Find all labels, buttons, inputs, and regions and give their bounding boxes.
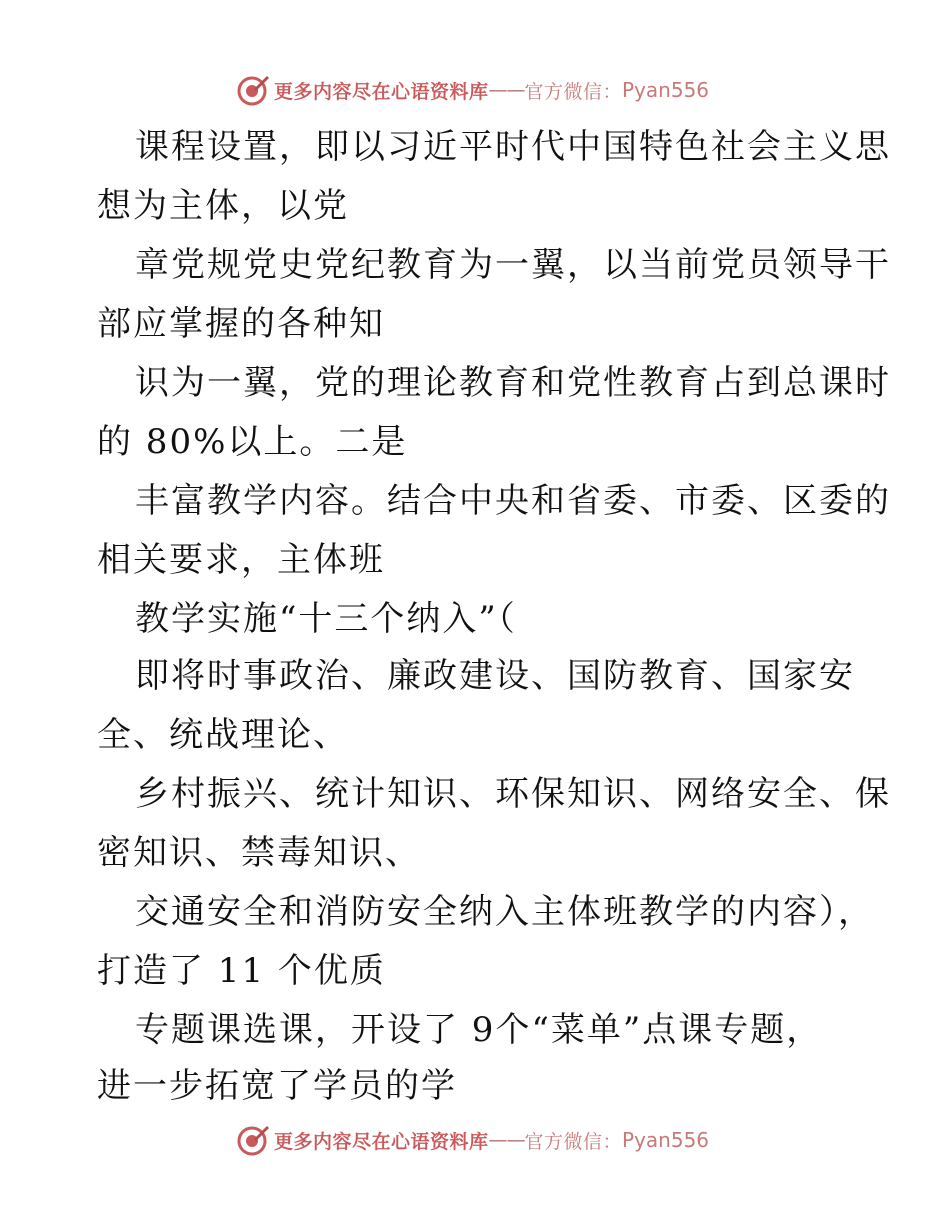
body-line: 相关要求，主体班 <box>97 540 385 580</box>
watermark-separator: —— <box>488 1129 525 1151</box>
body-line: 的 80%以上。二是 <box>97 422 408 462</box>
watermark-contact-text: 官方微信： <box>524 80 623 103</box>
watermark-footer <box>236 1122 709 1158</box>
body-line: 课程设置，即以习近平时代中国特色社会主义思 <box>135 127 891 167</box>
body-line: 教学实施“十三个纳入”（ <box>135 599 517 639</box>
watermark-site-text: 更多内容尽在心语资料库 <box>274 80 489 103</box>
body-line: 识为一翼，党的理论教育和党性教育占到总课时 <box>135 363 891 403</box>
body-line: 全、统战理论、 <box>97 715 349 755</box>
body-line: 专题课选课，开设了 9个“菜单”点课专题， <box>135 1010 823 1050</box>
body-line: 密知识、禁毒知识、 <box>97 833 421 873</box>
body-line: 进一步拓宽了学员的学 <box>97 1066 457 1106</box>
body-line: 即将时事政治、廉政建设、国防教育、国家安 <box>135 656 855 696</box>
body-line: 想为主体，以党 <box>97 186 349 226</box>
body-line: 乡村振兴、统计知识、环保知识、网络安全、保 <box>135 774 891 814</box>
body-line: 丰富教学内容。结合中央和省委、市委、区委的 <box>135 481 891 521</box>
watermark-separator: —— <box>488 79 525 101</box>
red-circle-pen-logo-icon <box>236 1123 270 1157</box>
body-line: 交通安全和消防安全纳入主体班教学的内容）， <box>135 892 874 932</box>
body-line: 章党规党史党纪教育为一翼，以当前党员领导干 <box>135 245 891 285</box>
body-line: 部应掌握的各种知 <box>97 304 385 344</box>
watermark-wechat-id: Pyan556 <box>622 78 710 102</box>
watermark-wechat-id: Pyan556 <box>622 1128 710 1152</box>
watermark-contact-text: 官方微信： <box>524 1130 623 1153</box>
body-line: 打造了 11 个优质 <box>97 951 386 991</box>
watermark-site-text: 更多内容尽在心语资料库 <box>274 1130 489 1153</box>
